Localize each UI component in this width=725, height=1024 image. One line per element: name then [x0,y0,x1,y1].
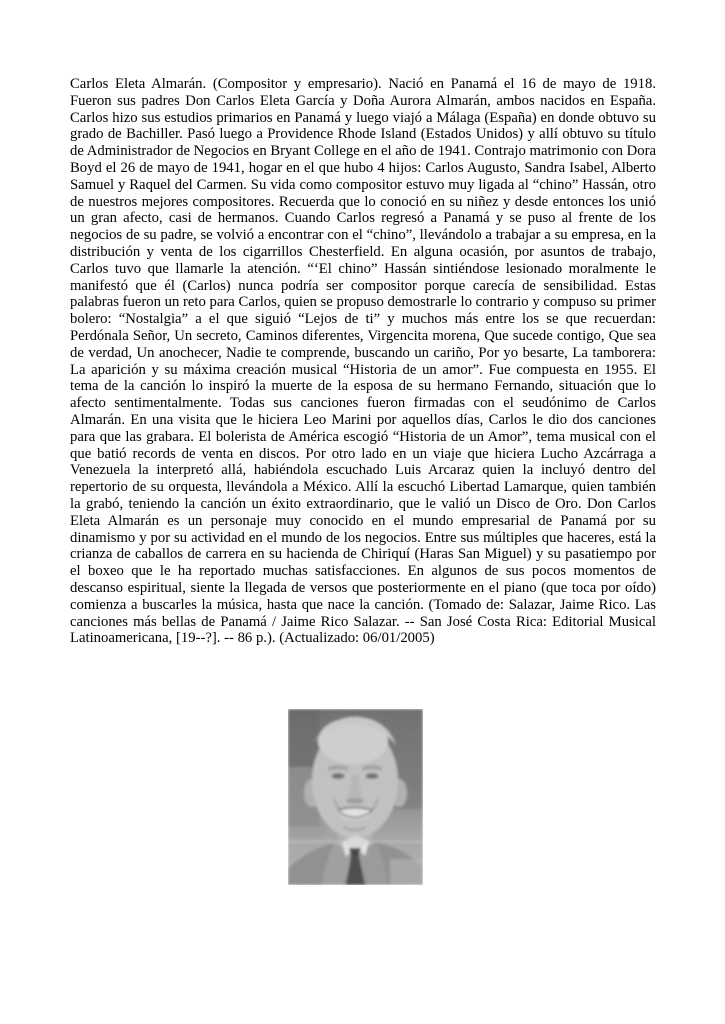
photo-grain-overlay [288,709,423,885]
portrait-photo [288,709,423,885]
portrait-photo-graphic [288,709,423,885]
biography-text: Carlos Eleta Almarán. (Compositor y empresario). Nació en Panamá el 16 de mayo de 1918. Fueron sus padres Don Carlos Eleta García y Doña Aurora Almarán, ambos nacidos en España. Carlos hizo sus estudios primarios en Panamá y luego viajó a Málaga (España) en donde obtuvo su grado de Bachiller. Pasó luego a Providence Rhode Island (Estados Unidos) y allí obtuvo su título de Administrador de Negocios en Bryant College en el año de 1941. Contrajo matrimonio con Dora Boyd el 26 de mayo de 1941, hogar en el que hubo 4 hijos: Carlos Augusto, Sandra Isabel, Alberto Samuel y Raquel del Carmen. Su vida como compositor estuvo muy ligada al “chino” Hassán, otro de nuestros mejores compositores. Recuerda que lo conoció en su niñez y desde entonces los unió un gran afecto, casi de hermanos. Cuando Carlos regresó a Panamá y se puso al frente de los negocios de su padre, se volvió a encontrar con el “chino”, llevándolo a trabajar a su empresa, en la distribución y venta de los cigarrillos Chesterfield. En alguna ocasión, por asuntos de trabajo, Carlos tuvo que llamarle la atención. “‘El chino” Hassán sintiéndose lesionado moralmente le manifestó que él (Carlos) nunca podría ser compositor porque carecía de sensibilidad. Estas palabras fueron un reto para Carlos, quien se propuso demostrarle lo contrario y compuso su primer bolero: “Nostalgia” a el que siguió “Lejos de ti” y muchos más entre los se que recuerdan: Perdónala Señor, Un secreto, Caminos diferentes, Virgencita morena, Que sucede contigo, Que sea de verdad, Un anochecer, Nadie te comprende, buscando un cariño, Por yo besarte, La tamborera: La aparición y su máxima creación musical “Historia de un amor”. Fue compuesta en 1955. El tema de la canción lo inspiró la muerte de la esposa de su hermano Fernando, situación que lo afecto sentimentalmente. Todas sus canciones fueron firmadas con el seudónimo de Carlos Almarán. En una visita que le hiciera Leo Marini por aquellos días, Carlos le dio dos canciones para que las grabara. El bolerista de América escogió “Historia de un Amor”, tema musical con el que batió records de venta en discos. Por otro lado en un viaje que hiciera Lucho Azcárraga a Venezuela la interpretó allá, habiéndola escuchado Luis Arcaraz quien la incluyó dentro del repertorio de su orquesta, llevándola a México. Allí la escuchó Libertad Lamarque, quien también la grabó, teniendo la canción un éxito extraordinario, que le valió un Disco de Oro. Don Carlos Eleta Almarán es un personaje muy conocido en el mundo empresarial de Panamá por su dinamismo y por su actividad en el mundo de los negocios. Entre sus múltiples que haceres, está la crianza de caballos de carrera en su hacienda de Chiriquí (Haras San Miguel) y su pasatiempo por el boxeo que le ha reportado muchas satisfacciones. En algunos de sus pocos momentos de descanso espiritual, siente la llegada de versos que posteriormente en el piano (que toca por oído) comienza a buscarles la música, hasta que nace la canción. (Tomado de: Salazar, Jaime Rico. Las canciones más bellas de Panamá / Jaime Rico Salazar. -- San José Costa Rica: Editorial Musical Latinoamericana, [19--?]. -- 86 p.). (Actualizado: 06/01/2005) [70,76,656,647]
